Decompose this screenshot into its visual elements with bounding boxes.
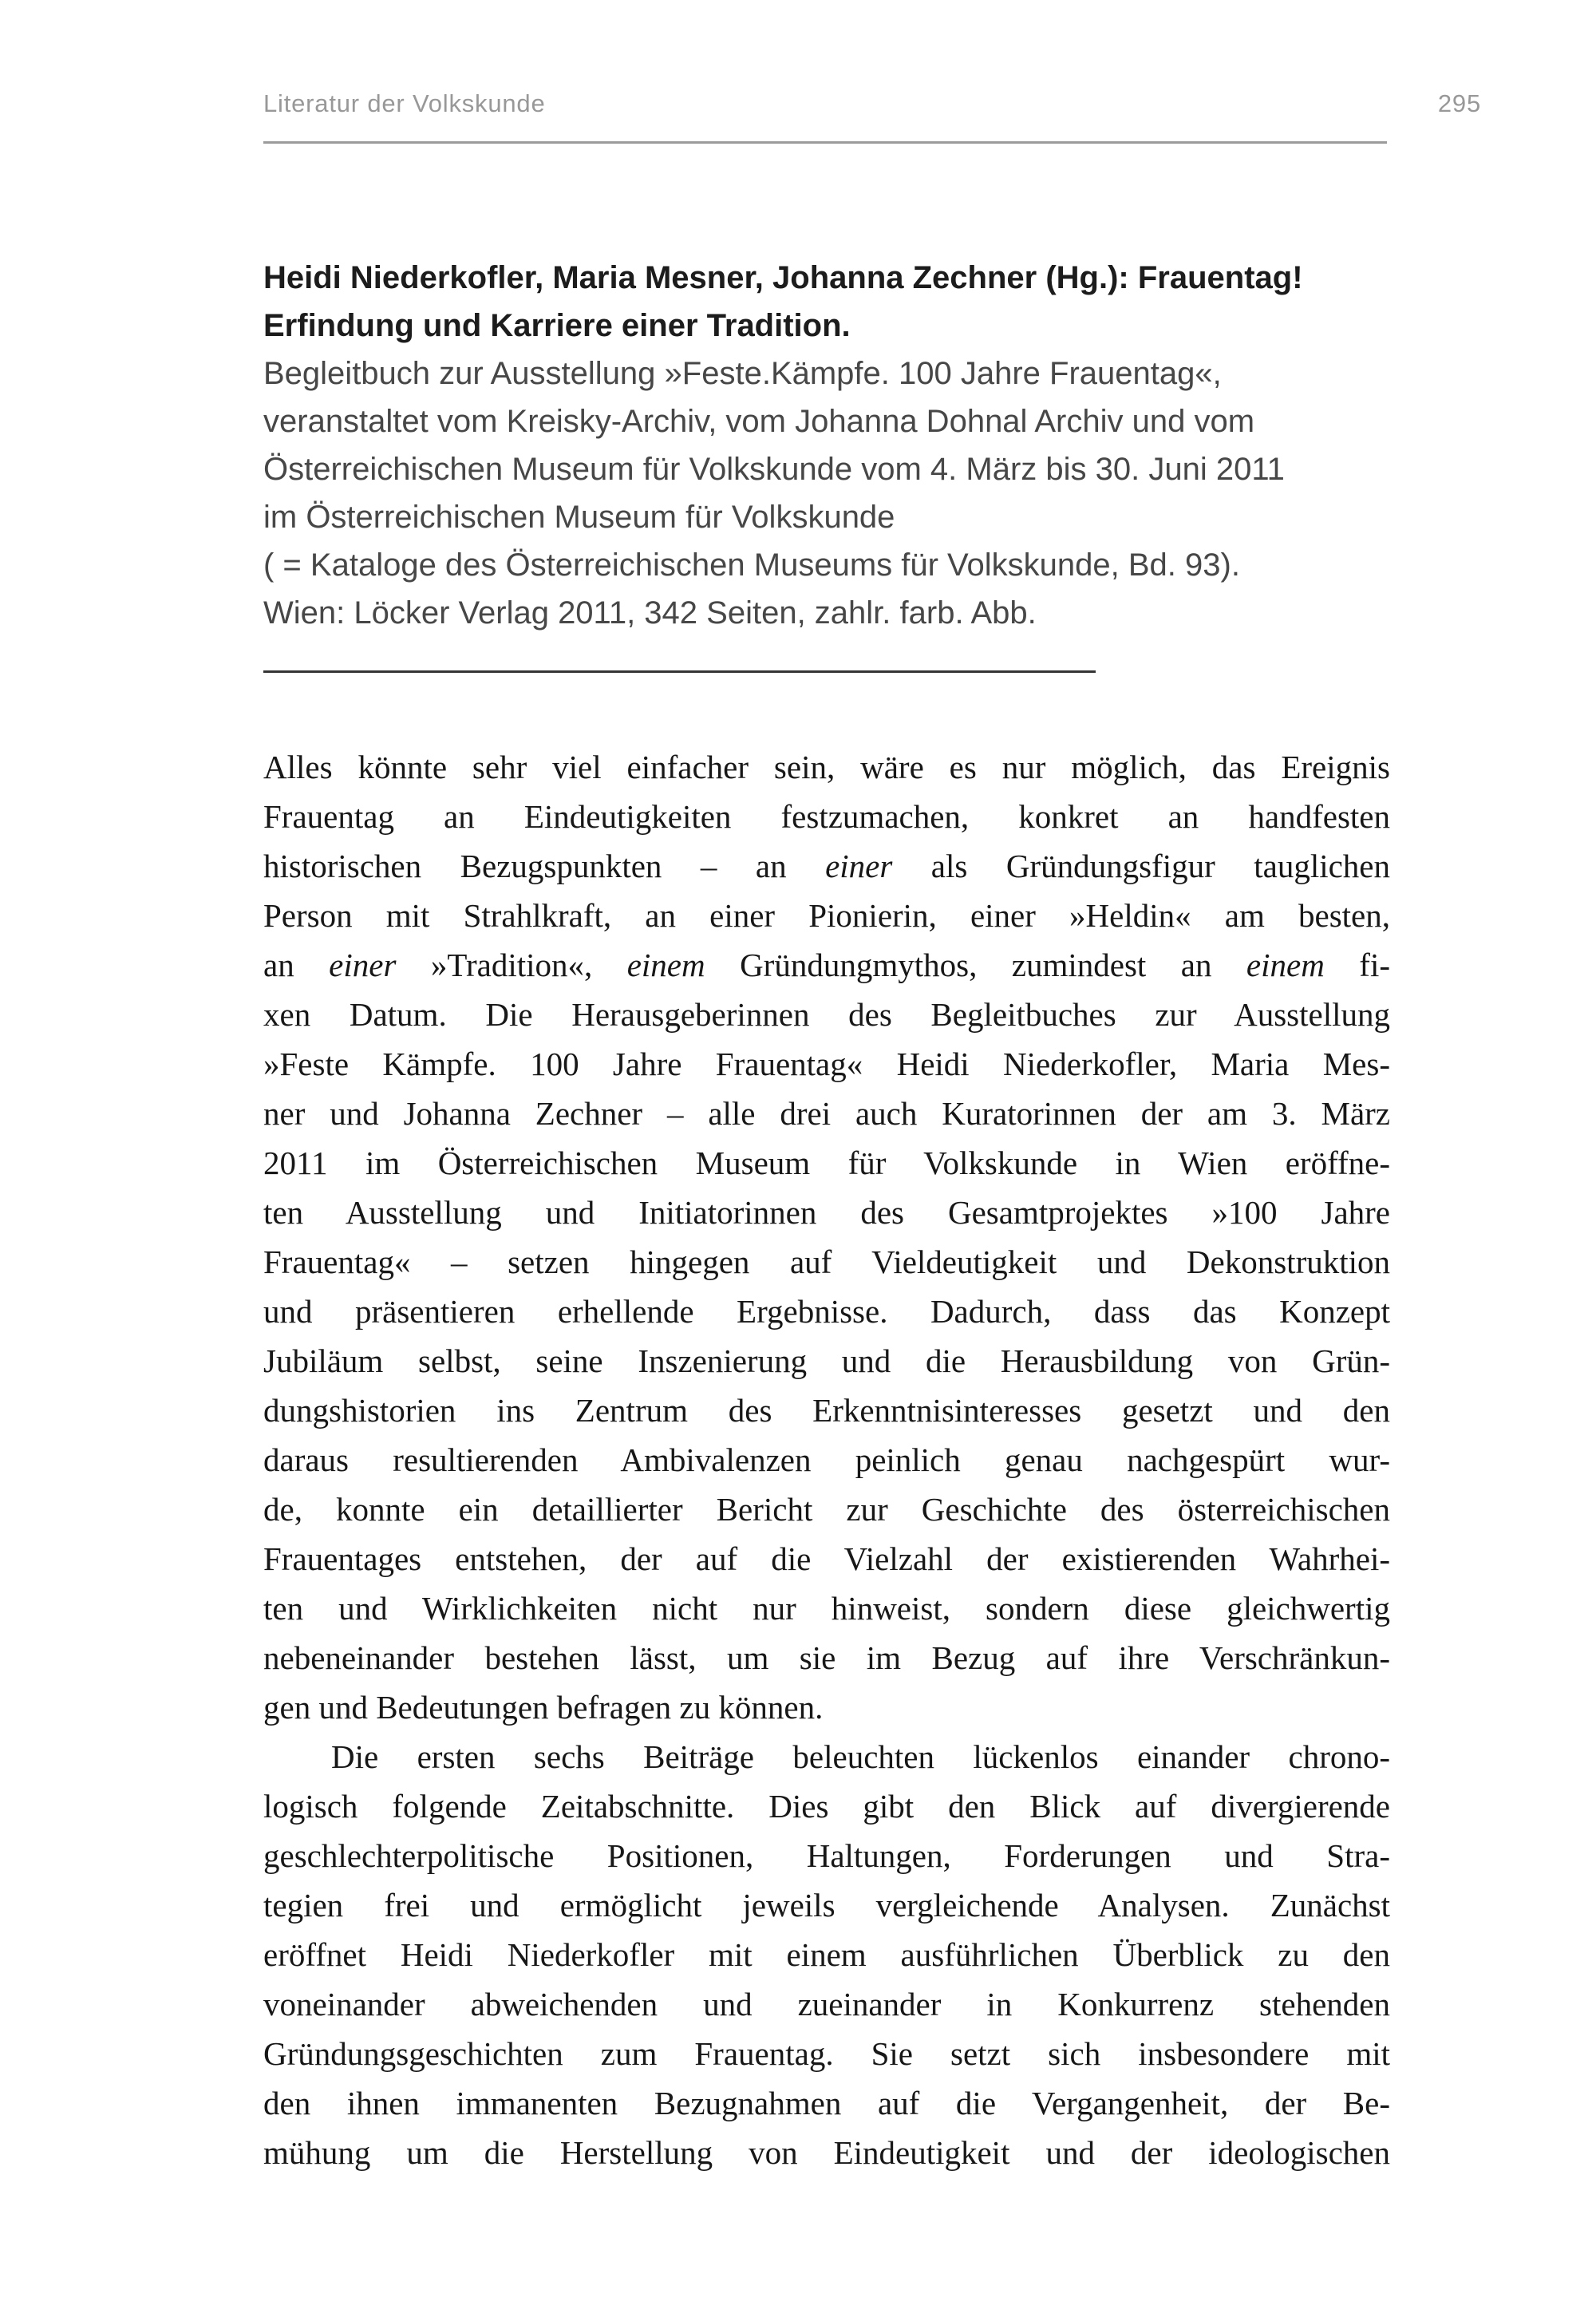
text-run: daraus resultierenden Ambivalenzen peinlich genau nachgespürt wur-: [263, 1441, 1390, 1478]
body-line: [263, 1682, 1390, 1732]
text-run: logisch folgende Zeitabschnitte. Dies gibt den Blick auf divergierende: [263, 1788, 1390, 1825]
body-line: [263, 1188, 1390, 1237]
text-run: und präsentieren erhellende Ergebnisse. Dadurch, dass das Konzept: [263, 1293, 1390, 1330]
text-run: Gründungmythos, zumindest an: [705, 947, 1246, 983]
text-run: Frauentag« – setzen hingegen auf Vieldeutigkeit und Dekonstruktion: [263, 1243, 1390, 1280]
page-number: 295: [1437, 89, 1481, 117]
body-line: [263, 1831, 1390, 1880]
body-line: [263, 1583, 1390, 1633]
text-run: tegien frei und ermöglicht jeweils vergleichende Analysen. Zunächst: [263, 1887, 1390, 1924]
body-line: [263, 990, 1390, 1039]
text-run: »Tradition«,: [396, 947, 627, 983]
text-run: Person mit Strahlkraft, an einer Pionierin, einer »Heldin« am besten,: [263, 897, 1390, 934]
text-run: an: [263, 947, 330, 983]
text-run: Frauentag an Eindeutigkeiten festzumachen, konkret an handfesten: [263, 798, 1390, 835]
text-run: Gründungsgeschichten zum Frauentag. Sie setzt sich insbesondere mit: [263, 2035, 1390, 2072]
text-run: »Feste Kämpfe. 100 Jahre Frauentag« Heidi Niederkofler, Maria Mes-: [263, 1046, 1390, 1082]
citation-line: Wien: Löcker Verlag 2011, 342 Seiten, zahlr. farb. Abb.: [263, 595, 1037, 631]
text-run: gen und Bedeutungen befragen zu können.: [263, 1689, 824, 1726]
body-line: [263, 1089, 1390, 1138]
text-run: den ihnen immanenten Bezugnahmen auf die Vergangenheit, der Be-: [263, 2085, 1390, 2121]
italic-text-run: einem: [1246, 947, 1325, 983]
review-body: [263, 742, 1390, 2177]
text-run: als Gründungsfigur tauglichen: [892, 848, 1390, 884]
text-run: mühung um die Herstellung von Eindeutigkeit und der ideologischen: [263, 2134, 1390, 2171]
citation-line: Österreichischen Museum für Volkskunde vom 4. März bis 30. Juni 2011: [263, 452, 1285, 487]
citation-divider: [263, 670, 1096, 673]
text-run: Jubiläum selbst, seine Inszenierung und die Herausbildung von Grün-: [263, 1342, 1390, 1379]
text-run: de, konnte ein detaillierter Bericht zur Geschichte des österreichischen: [263, 1491, 1390, 1528]
body-line: [263, 1979, 1390, 2029]
citation-line: Begleitbuch zur Ausstellung »Feste.Kämpfe. 100 Jahre Frauentag«,: [263, 356, 1222, 391]
running-header-title: Literatur der Volkskunde: [263, 89, 546, 117]
text-run: eröffnet Heidi Niederkofler mit einem ausführlichen Überblick zu den: [263, 1936, 1390, 1973]
body-line: [263, 1880, 1390, 1930]
italic-text-run: einer: [825, 848, 893, 884]
text-run: ner und Johanna Zechner – alle drei auch Kuratorinnen der am 3. März: [263, 1095, 1390, 1132]
body-line: [263, 841, 1390, 891]
body-line: [263, 1781, 1390, 1831]
body-line: [263, 1138, 1390, 1188]
text-run: 2011 im Österreichischen Museum für Volkskunde in Wien eröffne-: [263, 1145, 1390, 1181]
body-line: [263, 1287, 1390, 1336]
text-run: geschlechterpolitische Positionen, Haltungen, Forderungen und Stra-: [263, 1837, 1390, 1874]
text-run: nebeneinander bestehen lässt, um sie im Bezug auf ihre Verschränkun-: [263, 1639, 1390, 1676]
text-run: fi-: [1324, 947, 1390, 983]
text-run: ten Ausstellung und Initiatorinnen des Gesamtprojektes »100 Jahre: [263, 1194, 1390, 1231]
book-title-line: Heidi Niederkofler, Maria Mesner, Johanna Zechner (Hg.): Frauentag!: [263, 260, 1303, 295]
text-run: voneinander abweichenden und zueinander in Konkurrenz stehenden: [263, 1986, 1390, 2022]
body-line: [263, 891, 1390, 940]
book-citation: [263, 254, 1404, 637]
citation-line: ( = Kataloge des Österreichischen Museums für Volkskunde, Bd. 93).: [263, 548, 1240, 583]
italic-text-run: einem: [626, 947, 705, 983]
body-line: [263, 1336, 1390, 1386]
book-title: [263, 254, 1404, 350]
body-line: [263, 1039, 1390, 1089]
body-line: [263, 940, 1390, 990]
body-line: [263, 1386, 1390, 1435]
body-line: [263, 2128, 1390, 2177]
body-line: [263, 1930, 1390, 1979]
body-line: [263, 1633, 1390, 1682]
citation-line: im Österreichischen Museum für Volkskunde: [263, 500, 895, 535]
text-run: Die ersten sechs Beiträge beleuchten lückenlos einander chrono-: [331, 1738, 1390, 1775]
body-line: [263, 742, 1390, 792]
header-rule: [263, 141, 1387, 144]
body-line: [263, 2029, 1390, 2078]
text-run: Alles könnte sehr viel einfacher sein, wäre es nur möglich, das Ereignis: [263, 749, 1390, 785]
body-line: [263, 2078, 1390, 2128]
body-line: [263, 792, 1390, 841]
text-run: Frauentages entstehen, der auf die Vielzahl der existierenden Wahrhei-: [263, 1540, 1390, 1577]
citation-line: veranstaltet vom Kreisky-Archiv, vom Johanna Dohnal Archiv und vom: [263, 404, 1255, 439]
body-line: [263, 1237, 1390, 1287]
body-line: [263, 1534, 1390, 1583]
italic-text-run: einer: [329, 947, 397, 983]
citation-details: [263, 350, 1404, 637]
body-line: [263, 1485, 1390, 1534]
book-title-line: Erfindung und Karriere einer Tradition.: [263, 308, 851, 343]
text-run: xen Datum. Die Herausgeberinnen des Begleitbuches zur Ausstellung: [263, 996, 1390, 1033]
text-run: historischen Bezugspunkten – an: [263, 848, 826, 884]
body-line: [263, 1732, 1390, 1781]
body-line: [263, 1435, 1390, 1485]
text-run: dungshistorien ins Zentrum des Erkenntnisinteresses gesetzt und den: [263, 1392, 1390, 1429]
text-run: ten und Wirklichkeiten nicht nur hinweist, sondern diese gleichwertig: [263, 1590, 1390, 1627]
running-header: [263, 89, 1481, 118]
